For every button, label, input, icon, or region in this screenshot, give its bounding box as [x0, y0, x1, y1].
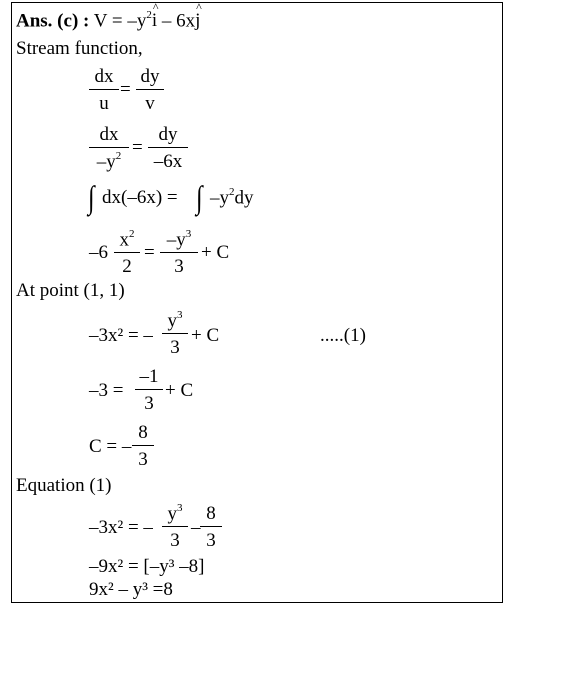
eq4-coef: –6	[89, 242, 108, 263]
eq1-rhs: $\frac{dy}{v}$	[136, 67, 164, 113]
equation-tag-1: .....(1)	[320, 325, 366, 346]
eq4-equals: =	[144, 242, 155, 263]
eq2-lhs: $\frac{dx}{-y^2}$	[89, 125, 129, 171]
eq6-tail: + C	[165, 380, 194, 401]
eq3-left: dx(–6x) =	[102, 187, 178, 208]
stream-function-label: Stream function,	[16, 38, 143, 59]
eq7-lhs: C = –	[89, 436, 132, 457]
eq6-lhs: –3 =	[89, 380, 124, 401]
eq10: 9x² – y³ =8	[89, 579, 173, 600]
solution-box-bottom	[11, 500, 503, 603]
velocity-lhs: V = –y	[93, 10, 147, 32]
eq8-minus: –	[191, 517, 201, 538]
eq1-lhs: $\frac{dx}{u}$	[89, 67, 119, 113]
unit-vector-j: ^ j	[195, 11, 200, 30]
eq6-frac: $\frac{-1}{3}$	[135, 367, 163, 413]
eq7-frac: $\frac{8}{3}$	[132, 423, 154, 469]
eq8-frac1: $\frac{y^3}{3}$	[162, 504, 188, 550]
at-point-label: At point (1, 1)	[16, 280, 125, 301]
eq5-lhs: –3x² = –	[89, 325, 153, 346]
eq2-equals: =	[132, 137, 143, 158]
integral-sign-right: ∫	[196, 179, 203, 215]
eq4-frac2: $\frac{-y^3}{3}$	[160, 230, 198, 276]
eq5-tail: + C	[191, 325, 220, 346]
eq5-frac: $\frac{y^3}{3}$	[162, 311, 188, 357]
answer-line: Ans. (c) : $V = -y^2\^{}$ i – 6x^ j	[16, 11, 200, 30]
eq4-tail: + C	[201, 242, 230, 263]
eq8-lhs: –3x² = –	[89, 517, 153, 538]
integral-sign-left: ∫	[88, 179, 95, 215]
eq1-equals: =	[120, 79, 131, 100]
eq8-frac2: $\frac{8}{3}$	[200, 504, 222, 550]
answer-prefix: Ans. (c) :	[16, 10, 90, 32]
unit-vector-i: ^ i	[152, 11, 157, 30]
eq9: –9x² = [–y³ –8]	[89, 556, 205, 577]
eq3-right: $-y^2dy$	[210, 186, 254, 209]
eq4-frac1: $\frac{x^2}{2}$	[114, 230, 140, 276]
solution-box-top	[11, 2, 503, 502]
equation1-label: Equation (1)	[16, 475, 112, 496]
eq2-rhs: $\frac{dy}{-6x}$	[148, 125, 188, 171]
